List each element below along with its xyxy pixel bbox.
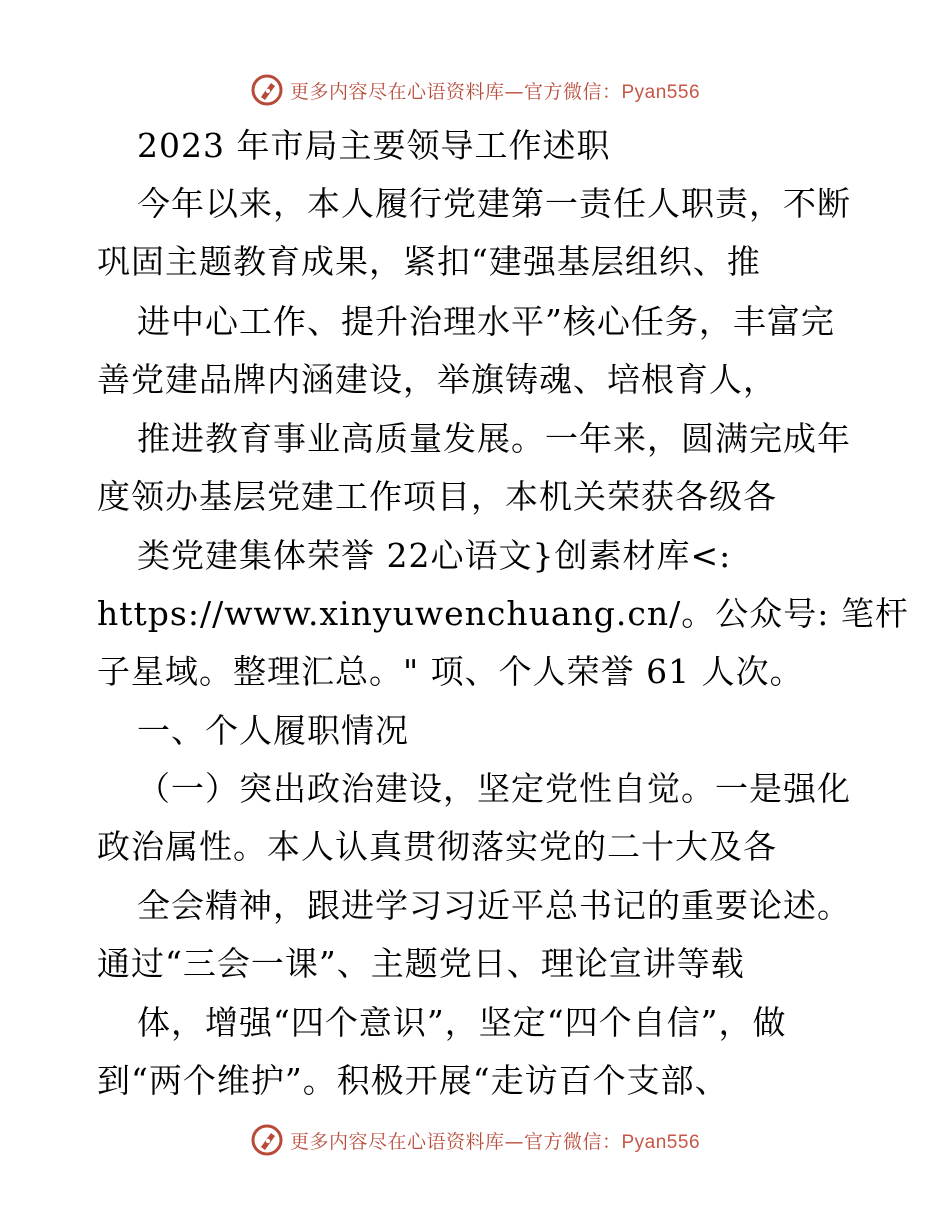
document-title: 2023 年市局主要领导工作述职	[137, 126, 611, 165]
watermark-handle: Pyan556	[621, 81, 701, 103]
section-heading: 一、个人履职情况	[137, 711, 409, 750]
watermark-footer	[0, 1120, 950, 1160]
pen-nib-logo-icon	[250, 1123, 284, 1157]
paragraph-line: 通过“三会一课”、主题党日、理论宣讲等载	[97, 944, 745, 983]
watermark-text: 更多内容尽在心语资料库—官方微信：Pyan556	[289, 1130, 701, 1153]
pen-nib-logo-icon	[250, 73, 284, 107]
paragraph-line: https://www.xinyuwenchuang.cn/。公众号: 笔杆	[97, 594, 909, 633]
paragraph-line: 体，增强“四个意识”，坚定“四个自信”，做	[137, 1003, 787, 1042]
paragraph-line: 善党建品牌内涵建设，举旗铸魂、培根育人，	[97, 360, 777, 399]
paragraph-line: 类党建集体荣誉 22心语文}创素材库<:	[137, 536, 732, 575]
paragraph-line: 政治属性。本人认真贯彻落实党的二十大及各	[97, 827, 777, 866]
paragraph-line: 子星域。整理汇总。" 项、个人荣誉 61 人次。	[97, 652, 804, 691]
watermark-text: 更多内容尽在心语资料库—官方微信：Pyan556	[289, 80, 701, 103]
paragraph-line: 巩固主题教育成果，紧扣“建强基层组织、推	[97, 242, 761, 281]
paragraph-line: 进中心工作、提升治理水平”核心任务，丰富完	[137, 302, 835, 341]
paragraph-line: 度领办基层党建工作项目，本机关荣获各级各	[97, 477, 777, 516]
paragraph-line: 推进教育事业高质量发展。一年来，圆满完成年	[137, 419, 851, 458]
paragraph-line: （一）突出政治建设，坚定党性自觉。一是强化	[137, 769, 851, 808]
paragraph-line: 全会精神，跟进学习习近平总书记的重要论述。	[137, 886, 851, 925]
paragraph-line: 到“两个维护”。积极开展“走访百个支部、	[97, 1061, 729, 1100]
watermark-header	[0, 70, 950, 110]
paragraph-line: 今年以来，本人履行党建第一责任人职责，不断	[137, 184, 851, 223]
watermark-handle: Pyan556	[621, 1131, 701, 1153]
